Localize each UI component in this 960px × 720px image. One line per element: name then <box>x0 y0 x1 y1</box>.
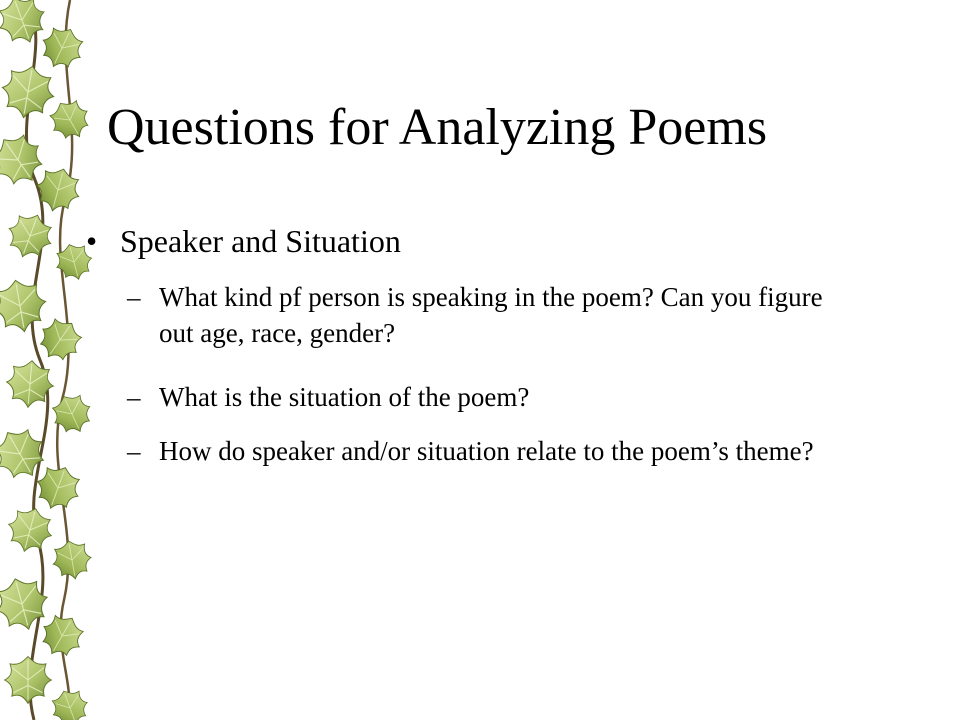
sub-item-text: What is the situation of the poem? <box>159 382 530 412</box>
bullet-item <box>86 221 401 261</box>
sub-item-text: What kind pf person is speaking in the poem? Can you figure out age, race, gender? <box>159 282 823 348</box>
sub-item <box>127 433 847 469</box>
bullet-text: Speaker and Situation <box>120 223 401 259</box>
bullet-marker: • <box>86 223 98 259</box>
sub-item <box>127 379 847 415</box>
sub-item-text: How do speaker and/or situation relate to the poem’s theme? <box>159 436 814 466</box>
sub-item-dash: – <box>127 382 141 412</box>
sub-item-dash: – <box>127 282 141 312</box>
sub-item <box>127 279 847 351</box>
slide-title: Questions for Analyzing Poems <box>107 99 768 156</box>
ivy-leaves-icon <box>0 0 100 720</box>
sub-item-dash: – <box>127 436 141 466</box>
